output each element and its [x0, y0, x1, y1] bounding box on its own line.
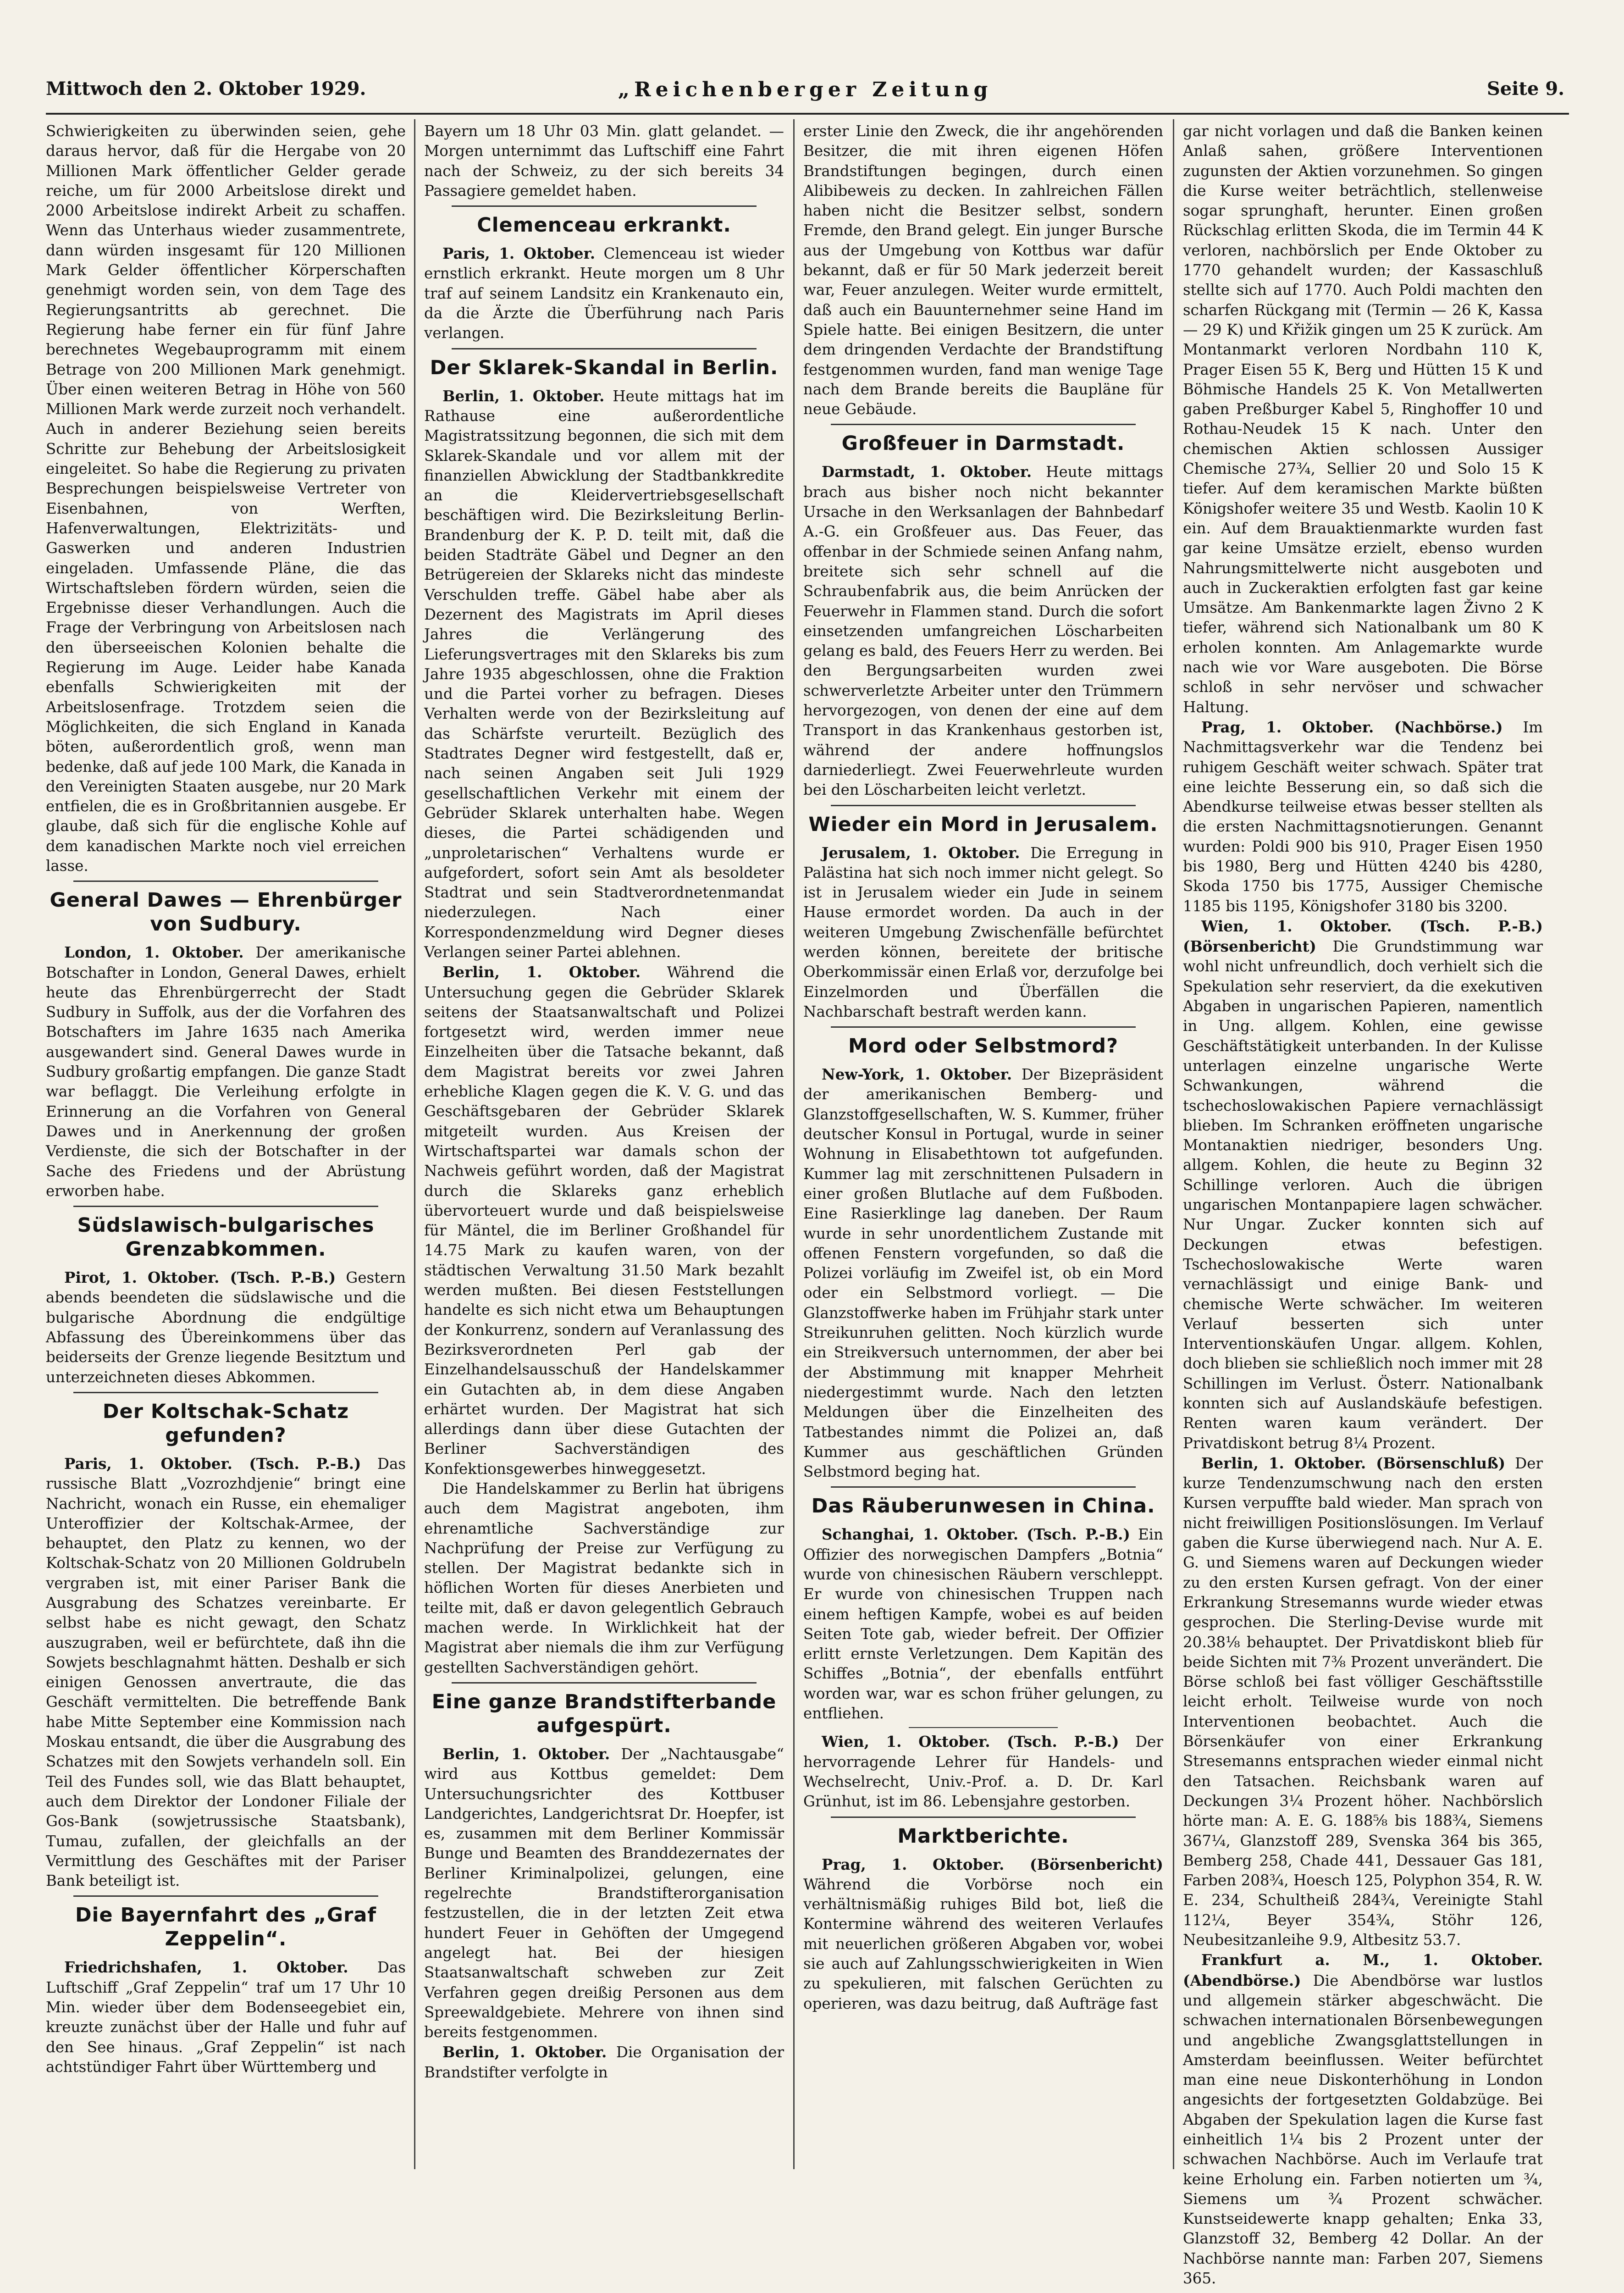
- article-separator: [909, 1727, 1058, 1728]
- article-separator: [831, 424, 1136, 425]
- column-divider: [414, 119, 415, 2169]
- article-separator: [73, 881, 378, 882]
- article-continuation: Schwierigkeiten zu überwinden seien, gehe daraus hervor, daß für die Hergabe von 20 Millionen Mark öffentlicher Gelder gerade reiche, um für 2000 Arbeitslose direkt und 2000 Arbeitslose indirekt Arbeit zu schaffen. Wenn das Unterhaus wieder zusammentrete, dann würden insgesamt für 120 Millionen Mark Gelder öffentlicher Körperschaften genehmigt worden sein, von dem Tage des Regierungsantritts ab gerechnet. Die Regierung habe ferner ein für fünf Jahre berechnetes Wegebauprogramm mit einem Betrage von 200 Millionen Mark genehmigt. Über einen weiteren Betrag in Höhe von 560 Millionen Mark werde zurzeit noch verhandelt. Auch in anderer Beziehung seien bereits Schritte zur Behebung der Arbeitslosigkeit eingeleitet. So habe die Regierung zu privaten Besprechungen beispielsweise Vertreter von Eisenbahnen, von Werften, Hafenverwaltungen, Elektrizitäts- und Gaswerken und anderen Industrien eingeladen. Umfassende Pläne, die das Wirtschaftsleben fördern würden, seien die Ergebnisse dieser Verhandlungen. Auch die Frage der Verbringung von Arbeitslosen nach den überseeischen Kolonien behalte die Regierung im Auge. Leider habe Kanada ebenfalls Schwierigkeiten mit der Arbeitslosenfrage. Trotzdem seien die Möglichkeiten, die sich England in Kanada böten, außerordentlich groß, wenn man bedenke, daß auf jede 100 Mark, die Kanada in den Vereinigten Staaten ausgebe, nur 20 Mark entfielen, die es in Großbritannien ausgebe. Er glaube, daß sich für die englische Kohle auf dem kanadischen Markte noch viel erreichen lasse.: [46, 122, 406, 875]
- article-body: Heute mittags brach aus bisher noch nicht bekannter Ursache in den Werksanlagen der Bahnbedarf A.-G. ein Großfeuer aus. Das Feuer, das offenbar in der Schmiede seinen Anfang nahm, breitete sich sehr schnell auf die Schraubenfabrik aus, die beim Anrücken der Feuerwehr in Flammen stand. Durch die sofort einsetzenden umfangreichen Löscharbeiten gelang es bald, des Feuers Herr zu werden. Bei den Bergungsarbeiten wurden zwei schwerverletzte Arbeiter unter den Trümmern hervorgezogen, von denen der eine auf dem Transport in das Krankenhaus gestorben ist, während der andere hoffnungslos darniederliegt. Zwei Feuerwehrleute wurden bei den Löscharbeiten leicht verletzt.: [803, 463, 1164, 799]
- article-body: Während die Vorbörse noch ein verhältnismäßig ruhiges Bild bot, ließ die Kontermine während des weiteren Verlaufes mit neuerlichen größeren Abgaben vor, wobei sie auch auf Zahlungsschwierigkeiten in Wien zu spekulieren, mit falschen Gerüchten zu operieren, was dazu beitrug, daß Aufträge fast: [803, 1875, 1163, 2012]
- dateline: Paris, 1. Oktober. (Tsch. P.-B.): [64, 1454, 361, 1473]
- headline-clemenceau: Clemenceau erkrankt.: [477, 214, 731, 237]
- dateline: Wien, 1. Oktober. (Tsch. P.-B.) (Börsenbericht): [1183, 917, 1543, 956]
- headline-sklarek: Der Sklarek-Skandal in Berlin.: [430, 356, 779, 379]
- headline-darmstadt: Großfeuer in Darmstadt.: [841, 432, 1125, 455]
- article-body: Der amerikanische Botschafter in London, General Dawes, erhielt heute das Ehrenbürgerrecht der Stadt Sudbury in Suffolk, aus der die Vorfahren des Botschafters im Jahre 1635 nach Amerika ausgewandert sind. General Dawes wurde in Sudbury großartig empfangen. Die ganze Stadt war beflaggt. Die Verleihung erfolgte in Erinnerung an die Vorfahren von General Dawes und in Anerkennung der großen Verdienste, die sich der Botschafter in der Sache des Friedens und der Abrüstung erworben habe.: [46, 944, 406, 1200]
- article-clemenceau: [424, 244, 784, 343]
- article-separator: [73, 1895, 378, 1897]
- headline-zeppelin: Die Bayernfahrt des „Graf Zeppelin“.: [75, 1904, 377, 1951]
- dateline: Berlin, 1. Oktober.: [442, 387, 605, 405]
- article-separator: [831, 805, 1136, 806]
- article-body: Die Abendbörse war lustlos und allgemein stärker abgeschwächt. Die schwachen internationalen Börsenbewegungen und angebliche Zwangsglattstellungen in Amsterdam beeinflussen. Weiter befürchtet man eine neue Diskonterhöhung in London angesichts der fortgesetzten Goldabzüge. Bei Abgaben der Spekulation lagen die Kurse fast einheitlich 1¼ bis 2 Prozent unter der schwachen Nachbörse. Auch im Verlaufe trat keine Erholung ein. Farben notierten um ¾, Siemens um ¾ Prozent schwächer. Kunstseidewerte knapp gehalten; Enka 33, Glanzstoff 32, Bemberg 42 Dollar. An der Nachbörse nannte man: Farben 207, Siemens 365.: [1183, 1972, 1543, 2287]
- article-gruenhut: [803, 1732, 1163, 1811]
- headline-marktberichte: Marktberichte.: [897, 1824, 1069, 1848]
- page-number: Seite 9.: [1486, 78, 1564, 100]
- article-boerse-prag: [803, 1855, 1163, 2014]
- dateline: Berlin, 1. Oktober.: [442, 963, 641, 981]
- article-brandstifter-2: [424, 2042, 784, 2083]
- article-body: Die Grundstimmung war wohl nicht unfreundlich, doch verhielt sich die Spekulation sehr reserviert, da die exekutiven Abgaben in ungarischen Papieren, namentlich in Ung. allgem. Kohlen, eine gewisse Geschäftstätigkeit unterbanden. In der Kulisse unterlagen einzelne ungarische Werte Schwankungen, während die tschechoslowakischen Papiere vernachlässigt blieben. Im Schranken eröffneten ungarische Montanaktien niedriger, besonders Ung. allgem. Kohlen, die heute zu Beginn 32 Schillinge verloren. Auch die übrigen ungarischen Montanpapiere lagen schwächer. Nur Ungar. Zucker konnten sich auf Deckungen etwas befestigen. Tschechoslowakische Werte waren vernachlässigt und einige Bank- und chemische Werte schwächer. Im weiteren Verlauf besserten sich unter Interventionskäufen Ungar. allgem. Kohlen, doch blieben sie schließlich noch immer mit 28 Schillingen im Verlust. Österr. Nationalbank konnten sich auf Auslandskäufe befestigen. Renten waren kaum verändert. Der Privatdiskont betrug 8¼ Prozent.: [1183, 938, 1543, 1452]
- article-separator: [452, 348, 757, 349]
- article-body: Der „Nachtausgabe“ wird aus Kottbus gemeldet: Dem Untersuchungsrichter des Kottbuser Landgerichtes, Landgerichtsrat Dr. Hoepfer, ist es, zusammen mit dem Berliner Kommissär Bunge und Beamten des Branddezernates der Berliner Kriminalpolizei, gelungen, eine regelrechte Brandstifterorganisation festzustellen, die in der letzten Zeit etwa hundert Feuer in Gehöften der Umgegend angelegt hat. Bei der hiesigen Staatsanwaltschaft schweben zur Zeit Verfahren gegen dreißig Personen aus dem Spreewaldgebiete. Mehrere von ihnen sind bereits festgenommen.: [424, 1745, 784, 2041]
- article-body: Während die Untersuchung gegen die Gebrüder Sklarek seitens der Staatsanwaltschaft und Polizei fortgesetzt wird, werden immer neue Einzelheiten über die Tatsache bekannt, daß dem Magistrat bereits vor zwei Jahren erhebliche Klagen gegen die K. V. G. und das Geschäftsgebaren der Gebrüder Sklarek mitgeteilt wurden. Aus Kreisen der Wirtschaftspartei war damals schon der Nachweis geführt worden, daß der Magistrat durch die Sklareks ganz erheblich übervorteuert wurde und daß beispielsweise für Mäntel, die im Berliner Großhandel für 14.75 Mark zu kaufen waren, von der städtischen Verwaltung 31.50 Mark bezahlt werden mußten. Bei diesen Feststellungen handelte es sich nicht etwa um Behauptungen der Konkurrenz, sondern auf Veranlassung des Bezirksverordneten Perl gab der Einzelhandelsausschuß der Handelskammer ein Gutachten ab, in dem diese Angaben erhärtet wurden. Der Magistrat hat sich allerdings dann über diese Gutachten der Berliner Sachverständigen des Konfektionsgewerbes hinweggesetzt.: [424, 964, 784, 1478]
- article-frankfurt-boerse: [1183, 1950, 1543, 2288]
- article-nachboerse: [1183, 717, 1543, 916]
- dateline: Wien, 1. Oktober. (Tsch. P.-B.): [822, 1733, 1119, 1751]
- headline-grenzabkommen: Südslawisch-bulgarisches Grenzabkommen.: [77, 1214, 375, 1261]
- article-continuation: erster Linie den Zweck, die ihr angehörenden Besitzer, die mit ihren eigenen Höfen Brandstiftungen begingen, durch einen Alibibeweis zu decken. In zahlreichen Fällen haben nicht die Besitzer selbst, sondern Fremde, den Brand gelegt. Ein junger Bursche aus der Umgebung von Kottbus war dafür bekannt, daß er für 50 Mark jederzeit bereit war, Feuer anzulegen. Weiter wurde ermittelt, daß auch ein Bauunternehmer seine Hand im Spiele hatte. Bei einigen Besitzern, die unter dem dringenden Verdachte der Brandstiftung festgenommen wurden, fand man wenige Tage nach dem Brande bereits die Baupläne für neue Gebäude.: [803, 122, 1163, 418]
- article-zeppelin: [46, 1957, 406, 2077]
- article-sklarek: [424, 386, 784, 963]
- article-body: Der Bizepräsident der amerikanischen Bemberg- und Glanzstoffgesellschaften, W. S. Kummer, früher deutscher Konsul in Portugal, wurde in seiner Wohnung in Elisabethtown tot aufgefunden. Kummer lag mit zerschnittenen Pulsadern in einer großen Blutlache auf dem Fußboden. Eine Rasierklinge lag daneben. Der Raum wurde in sehr unordentlichem Zustande mit offenen Fenstern vorgefunden, so daß die Polizei vorläufig im Zweifel ist, ob ein Mord oder ein Selbstmord vorliegt. — Die Glanzstoffwerke haben im Frühjahr stark unter Streikunruhen gelitten. Noch kürzlich wurde ein Streikversuch unternommen, der aber bei der Abstimmung mit knapper Mehrheit niedergestimmt wurde. Nach den letzten Meldungen über die Einzelheiten des Tatbestandes nimmt die Polizei an, daß Kummer aus geschäftlichen Gründen Selbstmord beging hat.: [803, 1066, 1163, 1481]
- header-rule: [46, 113, 1569, 115]
- article-body: Heute mittags hat im Rathause eine außerordentliche Magistratssitzung begonnen, die sich mit dem Sklarek-Skandale und vor allem mit der finanziellen Abwicklung der Stadtbankkredite an die Kleidervertriebsgesellschaft beschäftigen wird. Die Bezirksleitung Berlin-Brandenburg der K. P. D. teilt mit, daß die beiden Stadträte Gäbel und Degner an den Betrügereien der Sklareks nicht das mindeste Verschulden treffe. Gäbel habe aber als Dezernent des Magistrats im April dieses Jahres die Verlängerung des Lieferungsvertrages mit den Sklareks bis zum Jahre 1935 abgeschlossen, ohne die Fraktion und die Partei vorher zu befragen. Dieses Verhalten werde von der Bezirksleitung auf das Schärfste verurteilt. Bezüglich des Stadtrates Degner wird festgestellt, daß er, nach seinen Angaben seit Juli 1929 gesellschaftlichen Verkehr mit einem der Gebrüder Sklarek unterhalten habe. Wegen dieses, die Partei schädigenden und „unproletarischen“ Verhaltens wurde er aufgefordert, sofort sein Amt als besoldeter Stadtrat und sein Stadtverordnetenmandat niederzulegen. Nach einer Korrespondenzmeldung wird Degner dieses Verlangen seiner Partei ablehnen.: [424, 387, 784, 961]
- article-sklarek-2: [424, 962, 784, 1479]
- article-body: Gestern abends beendeten die südslawische und die bulgarische Abordnung die endgültige Abfassung des Übereinkommens über das beiderseits der Grenze liegende Besitztum und unterzeichneten dieses Abkommen.: [46, 1269, 406, 1386]
- headline-mord: Mord oder Selbstmord?: [848, 1035, 1119, 1058]
- newspaper-name: „Reichenberger Zeitung: [618, 78, 993, 101]
- headline-china: Das Räuberunwesen in China.: [811, 1495, 1155, 1518]
- column-3: [803, 122, 1163, 2158]
- column-4: [1183, 122, 1543, 2287]
- article-body: Im Nachmittagsverkehr war die Tendenz bei ruhigem Geschäft weiter schwach. Später trat eine leichte Besserung ein, so daß sich die Abendkurse teilweise etwas besser stellten als die ersten Nachmittagsnotierungen. Genannt wurden: Poldi 900 bis 910, Prager Eisen 1950 bis 1980, Berg und Hütten 4240 bis 4280, Skoda 1750 bis 1775, Aussiger Chemische 1185 bis 1195, Königshofer 3180 bis 3200.: [1183, 718, 1543, 915]
- article-separator: [831, 1026, 1136, 1028]
- article-body: Die Organisation der Brandstifter verfolgte in: [424, 2044, 784, 2081]
- article-separator: [452, 1682, 757, 1684]
- article-separator: [73, 1392, 378, 1393]
- article-grenzabkommen: [46, 1268, 406, 1387]
- headline-jerusalem: Wieder ein Mord in Jerusalem.: [808, 813, 1158, 836]
- dateline: New-York, 1. Oktober.: [822, 1065, 1012, 1084]
- headline-koltschak: Der Koltschak-Schatz gefunden?: [102, 1400, 349, 1447]
- article-berlin-boerse: [1183, 1453, 1543, 1950]
- dateline: Frankfurt a. M., 1. Oktober. (Abendbörse.): [1183, 1951, 1543, 1989]
- article-body: Clemenceau ist wieder ernstlich erkrankt. Heute morgen um 8 Uhr traf auf seinem Landsitz ein Krankenauto ein, da die Ärzte die Überführung nach Paris verlangen.: [424, 245, 784, 342]
- article-china: [803, 1524, 1163, 1723]
- article-separator: [452, 205, 757, 207]
- masthead: [46, 78, 1564, 110]
- column-2: [424, 122, 784, 2158]
- issue-date: Mittwoch den 2. Oktober 1929.: [46, 78, 366, 100]
- dateline: Berlin, 1. Oktober.: [442, 1745, 610, 1763]
- dateline: Berlin, 1. Oktober.: [442, 2043, 607, 2061]
- article-continuation: gar nicht vorlagen und daß die Banken keinen Anlaß sahen, größere Interventionen zugunsten der Aktien vorzunehmen. So gingen die Kurse weiter beträchtlich, stellenweise sogar sprunghaft, herunter. Einen großen Rückschlag erlitten Skoda, die im Termin 44 K verloren, nachbörslich per Ende Oktober zu 1770 gehandelt wurden; der Kassaschluß stellte sich auf 1770. Auch Poldi machten den scharfen Rückgang mit (Termin — 26 K, Kassa — 29 K) und Křižik gingen um 25 K zurück. Am Montanmarkt verloren Nordbahn 110 K, Prager Eisen 55 K, Berg und Hütten 15 K und Böhmische Handels 25 K. Von Metallwerten gaben Preßburger Kabel 5, Ringhoffer 10 und Rothau-Neudek 15 K nach. Unter den chemischen Aktien schlossen Aussiger Chemische 27¾, Sellier 20 und Solo 15 K tiefer. Auf dem keramischen Markte büßten Königshofer weitere 35 und Westb. Kaolin 10 K ein. Auf dem Brauaktienmarkte wurden fast gar keine Umsätze erzielt, ebenso wurden Nahrungsmittelwerte nicht ausgeboten und auch in Zuckeraktien erfolgten fast gar keine Umsätze. Am Bankenmarkte lagen Živno 2 K tiefer, während sich Nationalbank um 80 K erholen konnten. Am Anlagemarkte wurde nach wie vor Ware ausgeboten. Die Börse schloß in sehr nervöser und schwacher Haltung.: [1183, 122, 1543, 716]
- article-separator: [831, 1486, 1136, 1488]
- article-continuation: Bayern um 18 Uhr 03 Min. glatt gelandet. — Morgen unternimmt das Luftschiff eine Fahrt nach der Schweiz, zu der sich bereits 34 Passagiere gemeldet haben.: [424, 122, 784, 199]
- headline-dawes: General Dawes — Ehrenbürger von Sudbury.: [50, 889, 402, 936]
- article-brandstifter: [424, 1744, 784, 2042]
- article-koltschak: [46, 1454, 406, 1891]
- article-separator: [73, 1206, 378, 1207]
- article-body: Die Erregung in Palästina hat sich noch immer nicht gelegt. So ist in Jerusalem wieder ein Jude in seinem Hause ermordet worden. Da auch in der weiteren Umgebung Zwischenfälle befürchtet werden können, bereitete der britische Oberkommissär einen Erlaß vor, derzufolge bei Einzelmorden und Überfällen die Nachbarschaft bestraft werden kann.: [803, 844, 1163, 1020]
- column-divider: [793, 119, 795, 2169]
- dateline: Darmstadt, 1. Oktober.: [822, 463, 1032, 481]
- column-divider: [1173, 119, 1174, 2169]
- dateline: Pirot, 1. Oktober. (Tsch. P.-B.): [64, 1268, 336, 1287]
- article-body: Das Luftschiff „Graf Zeppelin“ traf um 17 Uhr 10 Min. wieder über dem Bodenseegebiet ein, kreuzte zunächst über der Halle und fuhr auf den See hinaus. „Graf Zeppelin“ ist nach achtstündiger Fahrt über Württemberg und: [46, 1959, 406, 2076]
- dateline: Jerusalem, 1. Oktober.: [822, 843, 1020, 862]
- dateline: Schanghai, 1. Oktober. (Tsch. P.-B.): [822, 1525, 1130, 1544]
- article-jerusalem: [803, 843, 1163, 1022]
- article-body: Ein Offizier des norwegischen Dampfers „Botnia“ wurde von chinesischen Räubern verschleppt. Er wurde von chinesischen Truppen nach einem heftigen Kampfe, wobei es auf beiden Seiten Tote gab, wieder befreit. Der Offizier erlitt ernste Verletzungen. Dem Kapitän des Schiffes „Botnia“, der ebenfalls entführt worden war, war es schon früher gelungen, zu entfliehen.: [803, 1526, 1163, 1723]
- article-body: Das russische Blatt „Vozrozhdjenie“ bringt eine Nachricht, wonach ein Russe, ein ehemaliger Unteroffizier der Koltschak-Armee, der behauptet, den Platz zu kennen, wo der Koltschak-Schatz von 20 Millionen Goldrubeln vergraben ist, mit einer Pariser Bank die Ausgrabung des Schatzes vereinbarte. Er selbst habe es nicht gewagt, den Schatz auszugraben, weil er befürchtete, daß ihn die Sowjets beschlagnahmt hätten. Deshalb er sich einigen Genossen anvertraute, die das Geschäft vermittelten. Die betreffende Bank habe Mitte September eine Kommission nach Moskau entsandt, die über die Ausgrabung des Schatzes mit den Sowjets verhandeln soll. Ein Teil des Fundes soll, wie das Blatt behauptet, auch dem Direktor der Londoner Filiale der Gos-Bank (sowjetrussische Staatsbank), Tumau, zufallen, der gleichfalls an der Vermittlung des Geschäftes mit der Pariser Bank beteiligt ist.: [46, 1455, 406, 1890]
- article-body: Der kurze Tendenzumschwung nach den ersten Kursen verpuffte bald wieder. Man sprach von nicht freiwilligen Positionslösungen. Im Verlauf gaben die Kurse überwiegend nach. Nur A. E. G. und Siemens waren auf Deckungen wieder zu den ersten Kursen gefragt. Von der einer Erkrankung Stresemanns wurde wieder etwas gesprochen. Die Sterling-Devise wurde mit 20.38⅛ behauptet. Der Privatdiskont blieb für beide Sichten mit 7⅜ Prozent unverändert. Die Börse schloß bei fast völliger Geschäftsstille leicht erholt. Teilweise wurde von noch Interventionen beobachtet. Auch die Börsenkäufer von einer Erkrankung Stresemanns entsprachen wieder einmal nicht den Tatsachen. Reichsbank waren auf Deckungen 3¼ Prozent höher. Nachbörslich hörte man: A. E. G. 188⅝ bis 188¾, Siemens 367¼, Glanzstoff 289, Svenska 364 bis 365, Bemberg 258, Chade 441, Dessauer Gas 181, Farben 208¾, Hoesch 125, Polyphon 354, R. W. E. 234, Schultheiß 284¾, Vereinigte Stahl 112¼, Beyer 354¾, Stöhr 126, Neubesitzanleihe 9.9, Altbesitz 53.7.: [1183, 1454, 1543, 1949]
- article-dawes: [46, 942, 406, 1201]
- dateline: Paris, 1. Oktober.: [442, 244, 596, 263]
- dateline: Prag, 1. Oktober. (Börsenbericht): [822, 1855, 1163, 1873]
- article-body: Der hervorragende Lehrer für Handels- und Wechselrecht, Univ.-Prof. a. D. Dr. Karl Grünhut, ist im 86. Lebensjahre gestorben.: [803, 1733, 1163, 1811]
- dateline: Berlin, 1. Oktober. (Börsenschluß): [1201, 1454, 1506, 1472]
- headline-brandstifter: Eine ganze Brandstifterbande aufgespürt.: [431, 1690, 777, 1737]
- dateline: Prag, 1. Oktober. (Nachbörse.): [1201, 718, 1503, 736]
- dateline: London, 1. Oktober.: [64, 943, 244, 962]
- article-mord: [803, 1064, 1163, 1482]
- column-1: [46, 122, 406, 2158]
- article-sklarek-3: Die Handelskammer zu Berlin hat übrigens auch dem Magistrat angeboten, ihm ehrenamtliche Sachverständige zur Nachprüfung der Preise zur Verfügung zu stellen. Der Magistrat bedankte sich in höflichen Worten für dieses Anerbieten und teilte mit, daß er davon gelegentlich Gebrauch machen werde. In Wirklichkeit hat der Magistrat aber niemals die ihm zur Verfügung gestellten Sachverständigen gehört.: [424, 1480, 784, 1676]
- dateline: Friedrichshafen, 1. Oktober.: [64, 1958, 348, 1977]
- article-darmstadt: [803, 462, 1163, 800]
- article-wien-boerse: [1183, 916, 1543, 1453]
- article-separator: [831, 1817, 1136, 1818]
